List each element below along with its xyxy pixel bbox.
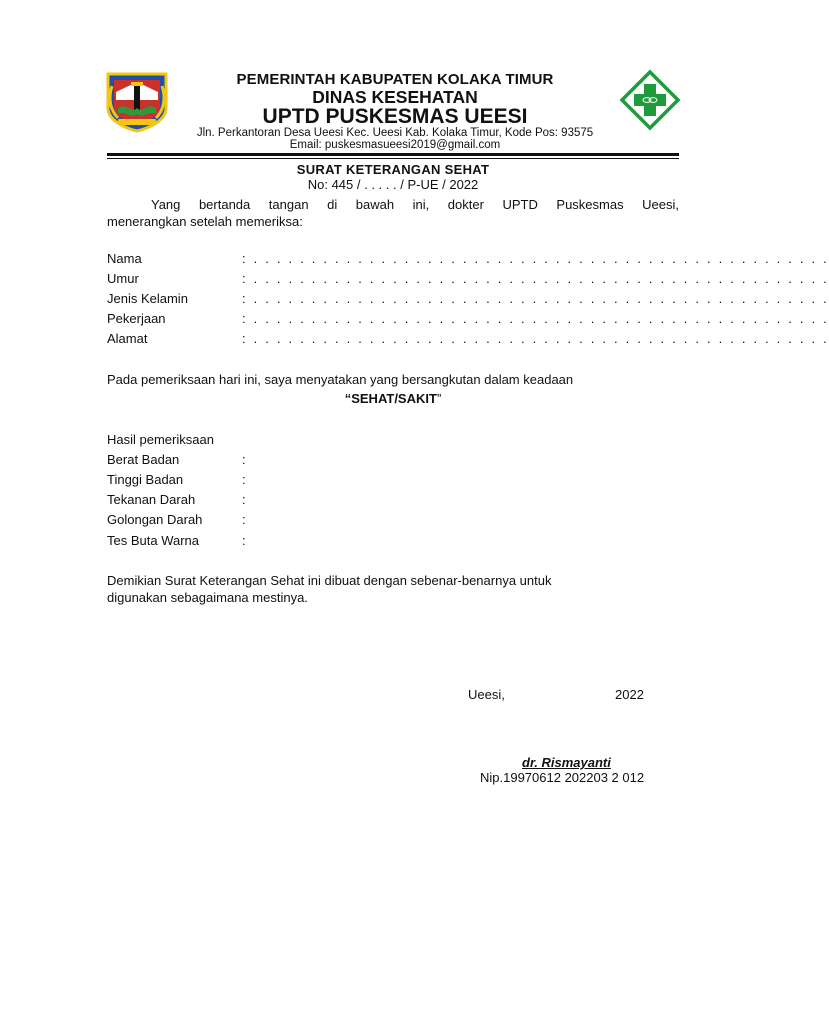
regency-emblem-icon [104,70,170,132]
address-line: Jln. Perkantoran Desa Ueesi Kec. Ueesi Kab. Kolaka Timur, Kode Pos: 93575 [196,127,594,139]
puskesmas-cross-icon [620,70,680,130]
field-label-pekerjaan: Pekerjaan [107,311,166,326]
field-blank-jenis-kelamin: : . . . . . . . . . . . . . . . . . . . . . . . . . . . . . . . . . . . . . . . . . . . . . . . . . . [242,291,829,306]
exam-label-tinggi-badan: Tinggi Badan [107,472,184,487]
statement-paragraph: Pada pemeriksaan hari ini, saya menyatakan yang bersangkutan dalam keadaan [107,372,574,387]
field-label-nama: Nama [107,251,142,266]
field-label-jenis-kelamin: Jenis Kelamin [107,291,188,306]
signature-year: 2022 [615,687,644,702]
exam-label-tekanan-darah: Tekanan Darah [107,492,196,507]
exam-value-tes-buta-warna: : [242,533,246,548]
agency-line: DINAS KESEHATAN [312,87,478,107]
intro-line-2: menerangkan setelah memeriksa: [107,214,303,229]
status-close-quote: ” [436,391,442,406]
status-text: SEHAT/SAKIT [351,391,437,406]
health-status [107,391,679,406]
institution-name: UPTD PUSKESMAS UEESI [262,105,528,128]
status-open-quote: “ [344,391,352,406]
email-line: Email: puskesmasueesi2019@gmail.com [289,139,501,151]
letterhead-divider-thin [107,158,679,159]
exam-value-golongan-darah: : [242,512,246,527]
intro-line-1: Yang bertanda tangan di bawah ini, dokter UPTD Puskesmas Ueesi, [151,197,679,212]
exam-label-golongan-darah: Golongan Darah [107,512,203,527]
letterhead-divider-thick [107,153,679,156]
exam-value-berat-badan: : [242,452,246,467]
doctor-nip: Nip.19970612 202203 2 012 [480,770,645,785]
exam-heading: Hasil pemeriksaan [107,432,214,447]
field-blank-pekerjaan: : . . . . . . . . . . . . . . . . . . . . . . . . . . . . . . . . . . . . . . . . . . . . . . . . . . [242,311,829,326]
document-title: SURAT KETERANGAN SEHAT [296,162,490,177]
exam-value-tinggi-badan: : [242,472,246,487]
closing-line-2: digunakan sebagaimana mestinya. [107,590,308,605]
field-blank-umur: : . . . . . . . . . . . . . . . . . . . . . . . . . . . . . . . . . . . . . . . . . . . . . . . . . . [242,271,829,286]
field-label-umur: Umur [107,271,139,286]
doctor-name: dr. Rismayanti [522,755,611,770]
field-label-alamat: Alamat [107,331,148,346]
signature-place: Ueesi, [468,687,505,702]
closing-paragraph [107,572,647,606]
exam-value-tekanan-darah: : [242,492,246,507]
intro-paragraph [107,196,679,230]
document-number: No: 445 / . . . . . / P-UE / 2022 [307,177,479,192]
field-blank-nama: : . . . . . . . . . . . . . . . . . . . . . . . . . . . . . . . . . . . . . . . . . . . . . . . . . . [242,251,829,266]
field-blank-alamat: : . . . . . . . . . . . . . . . . . . . . . . . . . . . . . . . . . . . . . . . . . . . . . . . . . . [242,331,829,346]
closing-line-1: Demikian Surat Keterangan Sehat ini dibuat dengan sebenar-benarnya untuk [107,573,552,588]
exam-label-berat-badan: Berat Badan [107,452,180,467]
government-line: PEMERINTAH KABUPATEN KOLAKA TIMUR [236,71,554,88]
exam-label-tes-buta-warna: Tes Buta Warna [107,533,200,548]
